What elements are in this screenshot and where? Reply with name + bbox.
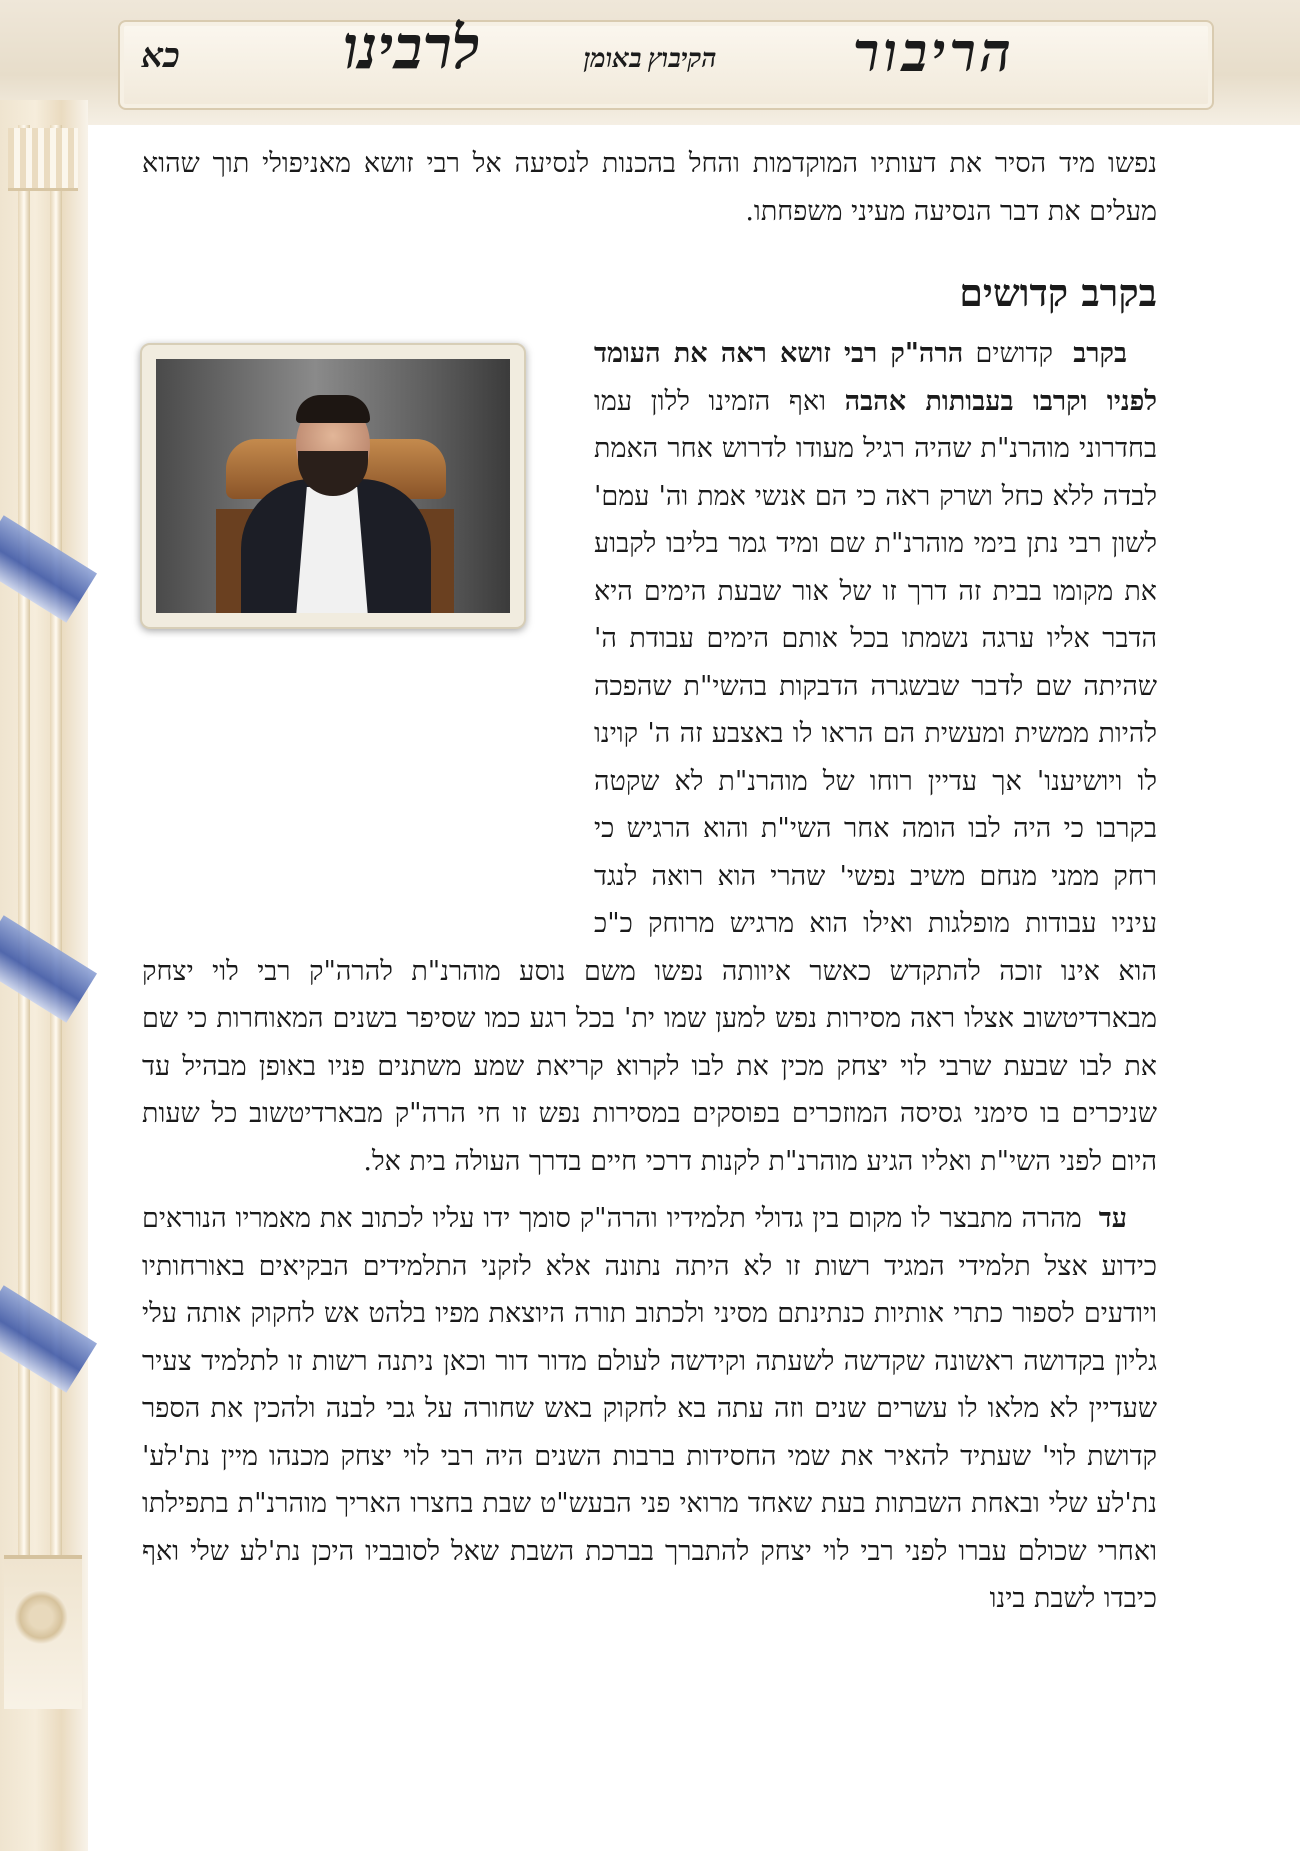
paragraph-lead-word: עד	[1098, 1203, 1127, 1234]
pillar-capital	[8, 128, 78, 191]
paragraph-text: ואף הזמינו ללון עמו בחדרוני מוהרנ"ת שהיה רגיל מעודו לדרוש אחר האמת לבדה ללא כחל ושרק ראה כי הם אנשי אמת וה' עמם' לשון רבי נתן בימי מוהרנ"ת שם ומיד גמר בליבו לקבוע את מקומו בבית זה דרך זו של אור שבעת הימים היא הדבר אליו ערגה נשמתו בכל אותם הימים עבודת ה' שהיתה שם לדבר שבשגרה הדבקות בהשי"ת שהפכה להיות ממשית ומעשית הם הראו לו באצבע זה ה' קוינו לו ויושיענו' אך עדיין רוחו של מוהרנ"ת לא שקטה בקרבו כי היה לבו הומה אחר השי"ת והוא הרגיש כי רחק ממני מנחם משיב נפשי' שהרי הוא רואה לנגד עיניו עבודות מופלגות ואילו הוא מרגיש מרוחק כ"כ הוא אינו זוכה להתקדש כאשר איוותה נפשו משם נוסע מוהרנ"ת להרה"ק רבי לוי יצחק מבארדיטשוב אצלו ראה מסירות נפש למען שמו ית' בכל רגע כמו שסיפר בשנים המאוחרות כי שם את לבו שבעת שרבי לוי יצחק מכין את לבו לקרוא קריאת שמע משתנים פניו באופן מבהיל עד שניכרים בו סימני גסיסה המוזכרים בפוסקים במסירות נפש זו חי הרה"ק מבארדיטשוב כל שעות היום לפני השי"ת ואליו הגיע מוהרנ"ת לקנות דרכי חיים בדרך העולה בית אל.	[142, 385, 1157, 1177]
paragraph-second	[142, 1195, 1157, 1623]
photo-frame	[140, 343, 526, 629]
portrait-photo	[156, 359, 510, 613]
header-title-right: הריבור	[852, 23, 1015, 83]
paragraph-lead-word: בקרב	[1073, 338, 1127, 369]
paragraph-text: קדושים	[975, 338, 1053, 369]
header-subtitle: הקיבוץ באומן	[583, 44, 717, 73]
paragraph-text: מהרה מתבצר לו מקום בין גדולי תלמידיו והרה"ק סומך ידו עליו לכתוב את מאמריו הנוראים כידוע אצל תלמידי המגיד רשות זו לא היתה נתונה אלא לזקני התלמידים הבקיאים באורחותיו ויודעים לספור כתרי אותיות כנתינתם מסיני ולכתוב תורה היוצאת מפיו בלהט אש לחקוק אותה עלי גליון בקדושה ראשונה שקדשה לשעתה וקידשה לעולם מדור דור וכאן ניתנה רשות זו לתלמיד צעיר שעדיין לא מלאו לו עשרים שנים וזה עתה בא לחקוק באש שחורה על גבי לבנה ולהכין את הספר קדושת לוי' שעתיד להאיר את שמי החסידות ברבות השנים היה רבי לוי יצחק מכנהו מיין נת'לע' נת'לע שלי ובאחת השבתות בעת שאחד מרואי פני הבעש"ט שבת בחצרו האריך מוהרנ"ת בתפילתו ואחרי שכולם עברו לפני רבי לוי יצחק להתברך בברכת השבת שאל לסובביו היכן נת'לע שלי ואף כיבדו לשבת בינו	[142, 1203, 1157, 1614]
paragraph-bold-text: הרה"ק רבי זושא ראה את העומד לפניו וקרבו בעבותות אהבה	[594, 338, 1157, 417]
paragraph-opening: נפשו מיד הסיר את דעותיו המוקדמות והחל בהכנות לנסיעה אל רבי זושא מאניפולי תוך שהוא מעלים את דבר הנסיעה מעיני משפחתו.	[142, 148, 1157, 227]
section-heading: בקרב קדושים	[959, 270, 1157, 315]
page-number: כא	[141, 38, 180, 75]
rosette-ornament	[14, 1590, 68, 1644]
header-title-left: לרבינו	[342, 15, 480, 81]
